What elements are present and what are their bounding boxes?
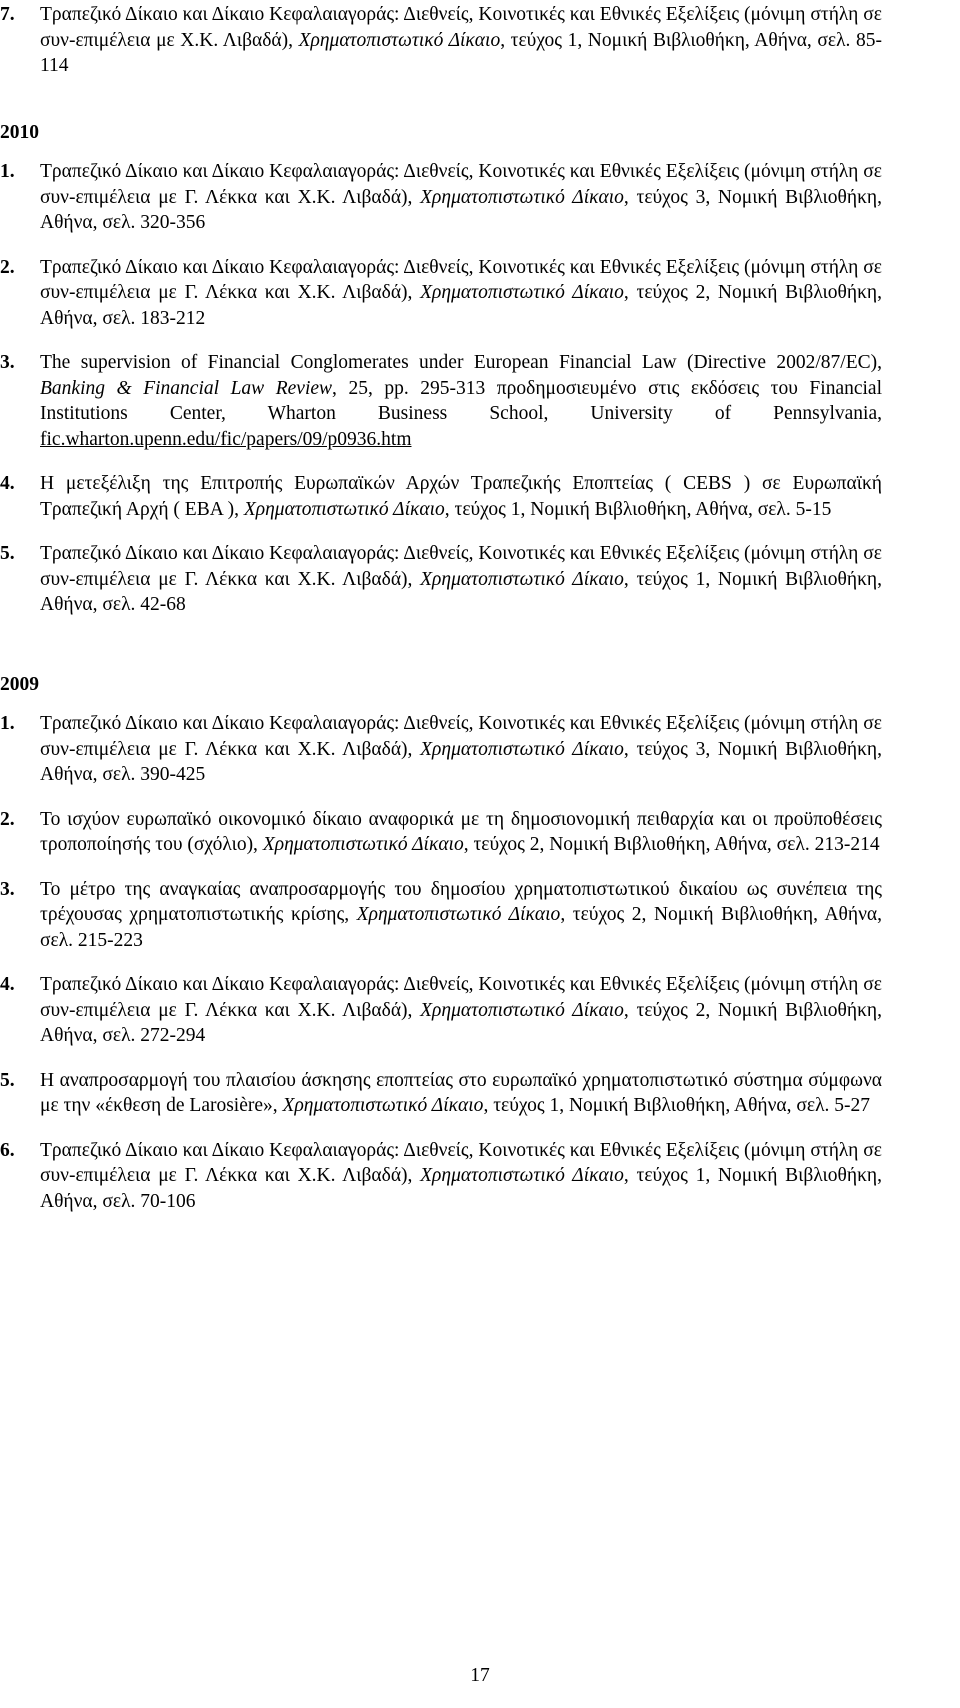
entry-title: Τραπεζικό Δίκαιο και Δίκαιο Κεφαλαιαγοράς: Διεθνείς, Κοινοτικές και Εθνικές Εξελίξεις (μόνιμη στήλη σε συν-επιμέλεια με Γ. Λέκκα και Χ.Κ. Λιβαδά),	[40, 713, 882, 760]
entry-title: Τραπεζικό Δίκαιο και Δίκαιο Κεφαλαιαγοράς: Διεθνείς, Κοινοτικές και Εθνικές Εξελίξεις (μόνιμη στήλη σε συν-επιμέλεια με Χ.Κ. Λιβαδά),	[40, 4, 882, 51]
entry-number: 5.	[0, 543, 15, 564]
entry-details: , τεύχος 2, Νομική Βιβλιοθήκη, Αθήνα, σελ. 272-294	[40, 999, 882, 1046]
journal-name: Banking & Financial Law Review	[40, 377, 333, 399]
publication-entry	[0, 877, 960, 954]
entry-details: , τεύχος 1, Νομική Βιβλιοθήκη, Αθήνα, σελ. 70-106	[40, 1165, 882, 1212]
entry-number: 1.	[0, 713, 15, 734]
entry-number: 3.	[0, 352, 15, 373]
journal-name: Χρηματοπιστωτικό Δίκαιο	[262, 834, 464, 855]
entry-details: , τεύχος 2, Νομική Βιβλιοθήκη, Αθήνα, σελ. 215-223	[40, 904, 883, 951]
journal-name: Χρηματοπιστωτικό Δίκαιο	[420, 282, 624, 303]
journal-name: Χρηματοπιστωτικό Δίκαιο	[298, 29, 501, 51]
entry-number: 4.	[0, 974, 15, 995]
entry-details: , τεύχος 3, Νομική Βιβλιοθήκη, Αθήνα, σελ. 320-356	[40, 186, 882, 233]
journal-name: Χρηματοπιστωτικό Δίκαιο	[282, 1095, 484, 1116]
year-heading-2010: 2010	[0, 121, 39, 143]
entry-number: 3.	[0, 878, 15, 900]
publication-entry	[0, 255, 960, 332]
journal-name: Χρηματοπιστωτικό Δίκαιο	[420, 186, 624, 208]
entry-number: 5.	[0, 1069, 15, 1091]
entry-title: Τραπεζικό Δίκαιο και Δίκαιο Κεφαλαιαγοράς: Διεθνείς, Κοινοτικές και Εθνικές Εξελίξεις (μόνιμη στήλη σε συν-επιμέλεια με Γ. Λέκκα και Χ.Κ. Λιβαδά),	[40, 256, 882, 303]
entry-details: , τεύχος 1, Νομική Βιβλιοθήκη, Αθήνα, σελ. 5-15	[444, 498, 832, 520]
publication-entry	[0, 972, 960, 1049]
journal-name: Χρηματοπιστωτικό Δίκαιο	[420, 738, 624, 760]
entry-number: 7.	[0, 4, 15, 25]
entry-details: , τεύχος 2, Νομική Βιβλιοθήκη, Αθήνα, σελ. 213-214	[463, 834, 880, 855]
publication-entry	[0, 1068, 960, 1119]
publication-entry	[0, 711, 960, 788]
publication-link[interactable]: fic.wharton.upenn.edu/fic/papers/09/p0936.htm	[40, 428, 412, 450]
entry-title: Η αναπροσαρμογή του πλαισίου άσκησης εποπτείας στο ευρωπαϊκό χρηματοπιστωτικό σύστημα σύμφωνα με την «έκθεση de Larosière»,	[40, 1069, 882, 1116]
entry-details: , τεύχος 2, Νομική Βιβλιοθήκη, Αθήνα, σελ. 183-212	[40, 282, 882, 329]
publication-entry	[0, 350, 960, 452]
entry-number: 2.	[0, 256, 15, 278]
entry-title: Το μέτρο της αναγκαίας αναπροσαρμογής του δημοσίου χρηματοπιστωτικού δικαίου ως συνέπεια της τρέχουσας χρηματοπιστωτικής κρίσης,	[40, 878, 882, 925]
entry-number: 4.	[0, 473, 15, 494]
entry-title: Η μετεξέλιξη της Επιτροπής Ευρωπαϊκών Αρχών Τραπεζικής Εποπτείας ( CEBS ) σε Ευρωπαϊκή Τραπεζική Αρχή ( ΕΒΑ ),	[40, 473, 882, 520]
entry-details: , τεύχος 1, Νομική Βιβλιοθήκη, Αθήνα, σελ. 42-68	[40, 568, 882, 615]
entry-number: 1.	[0, 161, 15, 182]
journal-name: Χρηματοπιστωτικό Δίκαιο	[243, 498, 445, 520]
entry-number: 6.	[0, 1139, 15, 1161]
entry-title: Τραπεζικό Δίκαιο και Δίκαιο Κεφαλαιαγοράς: Διεθνείς, Κοινοτικές και Εθνικές Εξελίξεις (μόνιμη στήλη σε συν-επιμέλεια με Γ. Λέκκα και Χ.Κ. Λιβαδά),	[40, 543, 882, 590]
entry-details: , τεύχος 3, Νομική Βιβλιοθήκη, Αθήνα, σελ. 390-425	[40, 738, 882, 785]
entry-title: Τραπεζικό Δίκαιο και Δίκαιο Κεφαλαιαγοράς: Διεθνείς, Κοινοτικές και Εθνικές Εξελίξεις (μόνιμη στήλη σε συν-επιμέλεια με Γ. Λέκκα και Χ.Κ. Λιβαδά),	[40, 974, 882, 1021]
entry-details: , τεύχος 1, Νομική Βιβλιοθήκη, Αθήνα, σελ. 5-27	[483, 1095, 871, 1116]
journal-name: Χρηματοπιστωτικό Δίκαιο	[420, 999, 624, 1021]
entry-title: Το ισχύον ευρωπαϊκό οικονομικό δίκαιο αναφορικά με τη δημοσιονομική πειθαρχία και οι προϋποθέσεις τροποποίησής του (σχόλιο),	[40, 808, 882, 855]
entry-details: , 25, pp. 295-313 προδημοσιευμένο στις εκδόσεις του Financial Institutions Center, Wharton Business School, University of Pennsylvania,	[40, 377, 882, 424]
publication-entry	[0, 1138, 960, 1215]
journal-name: Χρηματοπιστωτικό Δίκαιο	[420, 568, 624, 590]
entry-title: Τραπεζικό Δίκαιο και Δίκαιο Κεφαλαιαγοράς: Διεθνείς, Κοινοτικές και Εθνικές Εξελίξεις (μόνιμη στήλη σε συν-επιμέλεια με Γ. Λέκκα και Χ.Κ. Λιβαδά),	[40, 161, 882, 208]
publication-list	[0, 2, 960, 1233]
entry-title: The supervision of Financial Conglomerates under European Financial Law (Directive 2002/87/EC),	[40, 352, 882, 373]
year-heading-2009: 2009	[0, 673, 39, 695]
publication-entry	[0, 807, 960, 858]
entry-details: , τεύχος 1, Νομική Βιβλιοθήκη, Αθήνα, σελ. 85-114	[40, 29, 882, 76]
entry-title: Τραπεζικό Δίκαιο και Δίκαιο Κεφαλαιαγοράς: Διεθνείς, Κοινοτικές και Εθνικές Εξελίξεις (μόνιμη στήλη σε συν-επιμέλεια με Γ. Λέκκα και Χ.Κ. Λιβαδά),	[40, 1139, 882, 1186]
publication-entry	[0, 541, 960, 618]
journal-name: Χρηματοπιστωτικό Δίκαιο	[420, 1165, 624, 1186]
page-number: 17	[470, 1665, 490, 1686]
entry-number: 2.	[0, 808, 15, 830]
publication-entry	[0, 471, 960, 522]
publication-entry	[0, 2, 960, 79]
publication-entry	[0, 159, 960, 236]
journal-name: Χρηματοπιστωτικό Δίκαιο	[356, 904, 561, 925]
